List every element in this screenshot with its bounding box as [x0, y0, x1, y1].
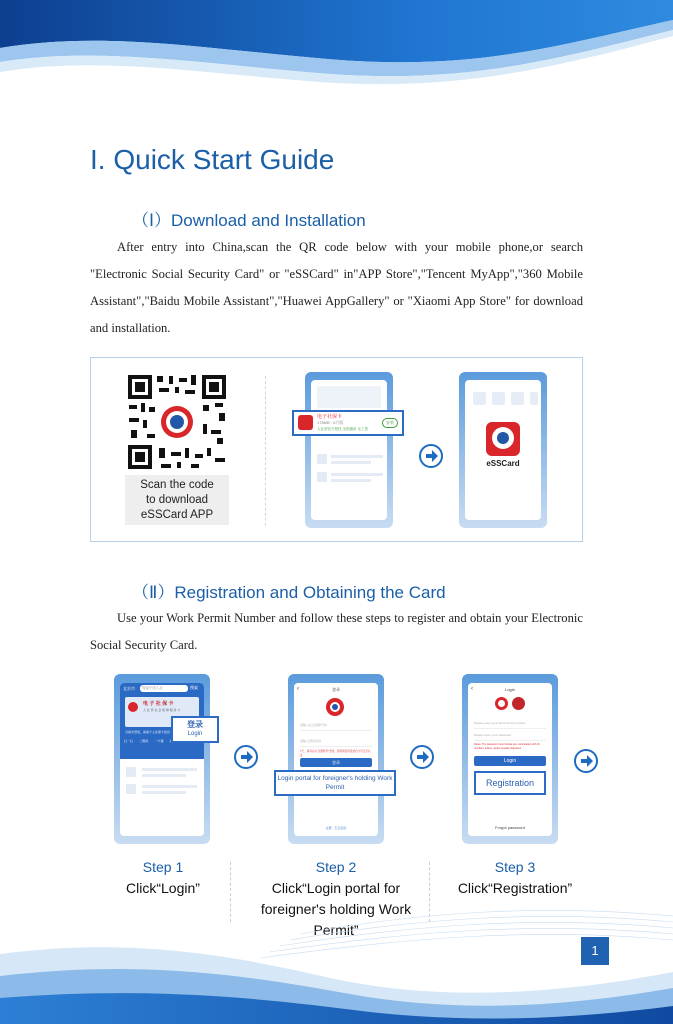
download-panel [90, 357, 583, 542]
install-button[interactable]: 安装 [382, 418, 398, 428]
section2-paragraph: Use your Work Permit Number and follow these steps to register and obtain your Electronic Social Security Card. [90, 611, 583, 652]
arrow-right-icon [574, 749, 598, 773]
page-title: I. Quick Start Guide [90, 144, 335, 175]
app-listing-card[interactable]: 电子社保卡 178MB · 6月版 人社部官方授权 全国通用 无工资 安装 [292, 410, 404, 436]
quick-icon-scan[interactable]: 扫一扫 [124, 739, 134, 743]
step3-label: Step 3 Click“Registration” [457, 859, 573, 896]
step1-phone: 北京市 搜索中国人社 搜索 电 子 社 保 卡 人 社 部 社 会 保 障 服 务 卡 当前未登录，查看个人社保卡信息 扫一扫 二维码 一卡通 [114, 674, 210, 844]
phone2-field2[interactable]: 请输入登录密码 [300, 739, 372, 747]
arrow-right-icon [410, 745, 434, 769]
phone2-field1[interactable]: 请输入社会保障号码 [300, 723, 372, 731]
step2-phone: ‹ 登录 请输入社会保障号码 请输入登录密码 7天，请务必从“注册新号”登录，使用新密码登录后才可正式认证 登录 注册 · 忘记密码 [288, 674, 384, 844]
phone3-password-field[interactable]: Please enter your password [474, 733, 546, 741]
back-icon[interactable]: ‹ [471, 686, 473, 692]
panel-divider [265, 376, 266, 526]
section2-title: （Ⅱ）Registration and Obtaining the Card [132, 583, 446, 602]
login-callout[interactable]: 登录 Login [171, 716, 219, 743]
arrow-right-icon [419, 444, 443, 468]
app-store-phone [305, 372, 393, 528]
section1-title: （Ⅰ）Download and Installation [132, 211, 366, 230]
esscard-app-icon[interactable] [486, 422, 520, 456]
forgot-password-link[interactable]: Forgot password [495, 825, 525, 830]
foreigner-portal-callout[interactable]: Login portal for foreigner's holding Work Permit [274, 770, 396, 796]
home-screen-phone [459, 372, 547, 528]
phone1-search-input[interactable]: 搜索中国人社 [140, 685, 188, 692]
emblem-icon [512, 697, 525, 710]
app-listing-icon [298, 415, 313, 430]
top-wave-decoration [0, 0, 673, 90]
qr-code [125, 372, 229, 472]
step3-phone: ‹ Login Please enter your Work Permit number Please enter your password Notes: The password must include any combination of 8-16 numbers, letters, and/or special characters Login Forgot password [462, 674, 558, 844]
phone2-login-button[interactable]: 登录 [300, 758, 372, 767]
phone1-card: 电 子 社 保 卡 人 社 部 社 会 保 障 服 务 卡 [125, 697, 199, 727]
phone3-permit-field[interactable]: Please enter your Work Permit number [474, 721, 546, 729]
quick-icon-qrcode[interactable]: 二维码 [139, 739, 149, 743]
step1-label: Step 1 Click“Login” [126, 859, 200, 896]
app-logo [495, 697, 508, 710]
section1-paragraph: After entry into China,scan the QR code below with your mobile phone,or search "Electronic Social Security Card" or "eSSCard" in"APP Store","Tencent MyApp","360 Mobile Assistant","Baidu Mobile Assistant","Huawei AppGallery" or "Xiaomi App Store" for download and installation. [90, 240, 583, 335]
esscard-app-label: eSSCard [486, 459, 520, 468]
back-icon[interactable]: ‹ [297, 686, 299, 692]
phone3-login-button[interactable]: Login [474, 756, 546, 766]
qr-caption: Scan the code to download eSSCard APP [125, 475, 229, 525]
step2-label: Step 2 Click“Login portal for foreigner's holding Work Permit” [260, 859, 412, 938]
quick-icon-card[interactable]: 一卡通 [154, 739, 164, 743]
registration-callout[interactable]: Registration [474, 771, 546, 795]
app-logo [326, 698, 344, 716]
page-number: 1 [581, 937, 609, 965]
arrow-right-icon [234, 745, 258, 769]
bottom-wave-decoration [0, 894, 673, 1024]
